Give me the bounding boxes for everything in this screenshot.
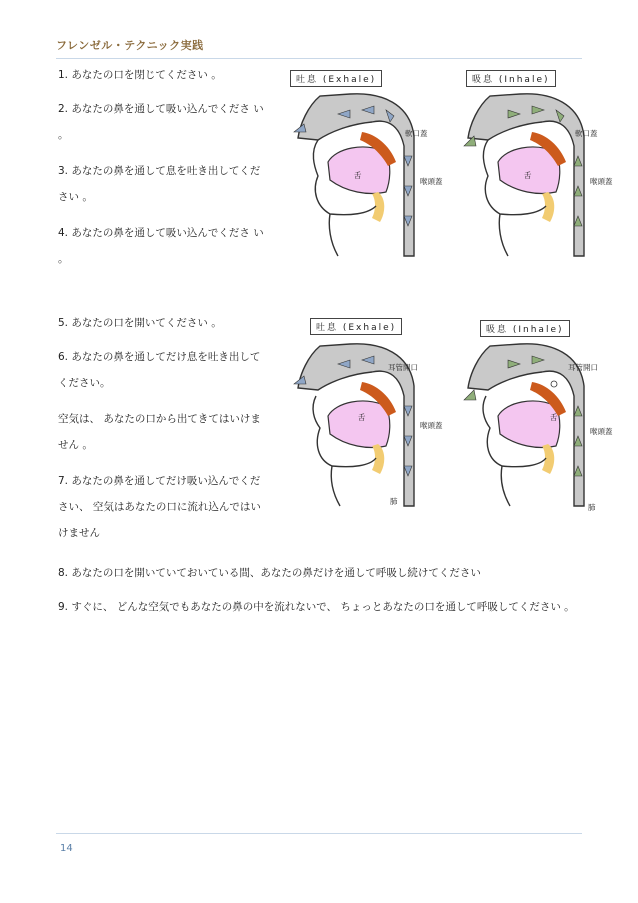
diagram-title: 吐息 (Exhale) xyxy=(310,318,402,335)
tongue-label: 舌 xyxy=(524,171,532,180)
epiglottis-label: 喉頭蓋 xyxy=(590,177,613,186)
head-cross-section xyxy=(460,316,620,516)
epiglottis-label: 喉頭蓋 xyxy=(590,427,613,436)
diagram-title: 吸息 (Inhale) xyxy=(466,70,556,87)
soft-palate-label: 軟口蓋 xyxy=(405,129,428,138)
diagram-title: 吸息 (Inhale) xyxy=(480,320,570,337)
head-cross-section xyxy=(460,66,620,266)
step-3: 3. あなたの鼻を通して息を吐き出してください 。 xyxy=(58,165,261,203)
note-mouth: 空気は、 あなたの口から出てきてはいけません 。 xyxy=(58,413,261,451)
epiglottis-label: 喉頭蓋 xyxy=(420,177,443,186)
diagram-title: 吐息 (Exhale) xyxy=(290,70,382,87)
eustachian-label: 耳管開口 xyxy=(568,363,598,372)
step-6: 6. あなたの鼻を通してだけ息を吐き出してください。 xyxy=(58,351,261,389)
step-9: 9. すぐに、 どんな空気でもあなたの鼻の中を流れないで、 ちょっとあなたの口を通して呼吸してください 。 xyxy=(58,601,575,613)
eustachian-label: 耳管開口 xyxy=(388,363,418,372)
lung-label: 肺 xyxy=(588,503,596,512)
tongue-label: 舌 xyxy=(358,413,366,422)
step-4: 4. あなたの鼻を通して吸い込んでくださ い 。 xyxy=(58,227,264,265)
header-divider xyxy=(56,58,582,59)
epiglottis-label: 喉頭蓋 xyxy=(420,421,443,430)
diagram-exhale-closed xyxy=(290,66,450,266)
running-header: フレンゼル・テクニック実践 xyxy=(56,39,204,52)
soft-palate-label: 軟口蓋 xyxy=(575,129,598,138)
step-7: 7. あなたの鼻を通してだけ吸い込んでください、 空気はあなたの口に流れ込んではいけません xyxy=(58,475,261,539)
step-8: 8. あなたの口を開いていておいている間、あなたの鼻だけを通して呼吸し続けてください xyxy=(58,567,481,579)
lung-label: 肺 xyxy=(390,497,398,506)
diagram-inhale-closed xyxy=(460,66,620,266)
diagram-inhale-open xyxy=(460,316,620,516)
step-1: 1. あなたの口を閉じてください 。 xyxy=(58,69,222,81)
head-cross-section xyxy=(290,66,450,266)
page-number: 14 xyxy=(60,843,73,854)
step-2: 2. あなたの鼻を通して吸い込んでくださ い 。 xyxy=(58,103,264,141)
tongue-label: 舌 xyxy=(550,413,558,422)
footer-divider xyxy=(56,833,582,834)
step-5: 5. あなたの口を開いてください 。 xyxy=(58,317,222,329)
head-cross-section xyxy=(290,316,450,516)
diagram-exhale-open xyxy=(290,316,450,516)
tongue-label: 舌 xyxy=(354,171,362,180)
